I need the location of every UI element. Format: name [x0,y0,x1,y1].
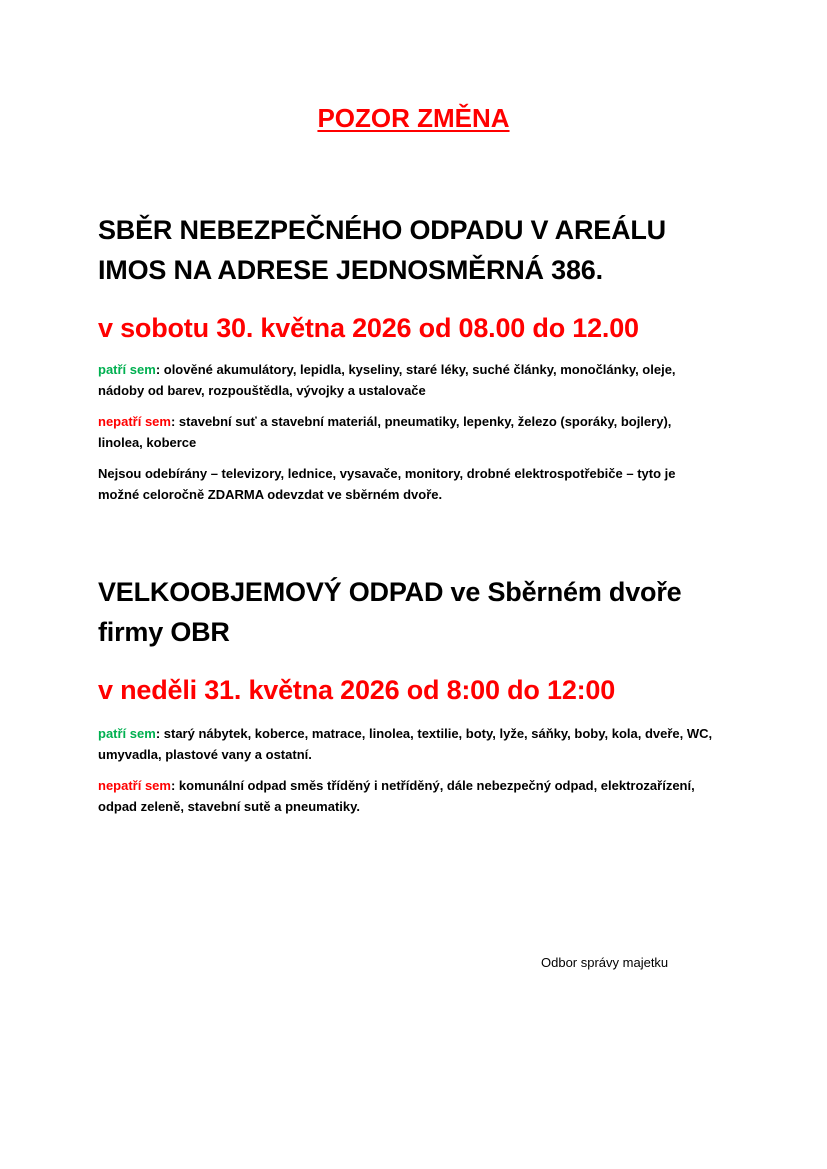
not-collected-note: Nejsou odebírány – televizory, lednice, vysavače, monitory, drobné elektrospotřebiče – tyto je možné celoročně ZDARMA odevzdat ve sběrném dvoře. [98,466,676,502]
belongs-text: : starý nábytek, koberce, matrace, linolea, textilie, boty, lyže, sáňky, boby, kola, dveře, WC, umyvadla, plastové vany a ostatní. [98,726,713,762]
belongs-label: patří sem [98,726,156,741]
not-belongs-label: nepatří sem [98,414,171,429]
signature-department: Odbor správy majetku [541,955,669,970]
change-alert-title: POZOR ZMĚNA [317,103,510,133]
hazardous-waste-section [98,210,738,290]
not-belongs-text: : komunální odpad směs tříděný i netříděný, dále nebezpečný odpad, elektrozařízení, odpad zeleně, stavební sutě a pneumatiky. [98,778,695,814]
belongs-text: : olověné akumulátory, lepidla, kyseliny, staré léky, suché články, monočlánky, oleje, nádoby od barev, rozpouštědla, vývojky a ustalovače [98,362,676,398]
hazardous-date: v sobotu 30. května 2026 od 08.00 do 12.00 [98,313,639,343]
bulky-date: v neděli 31. května 2026 od 8:00 do 12:00 [98,675,616,705]
hazardous-note-paragraph [98,463,718,505]
not-belongs-text: : stavební suť a stavební materiál, pneumatiky, lepenky, železo (sporáky, bojlery), linolea, koberce [98,414,672,450]
bulky-date-block [98,672,738,708]
hazardous-heading-line2: IMOS NA ADRESE JEDNOSMĚRNÁ 386. [98,255,603,285]
bulky-not-belongs-paragraph [98,775,728,817]
belongs-label: patří sem [98,362,156,377]
bulky-belongs-paragraph [98,723,718,765]
hazardous-not-belongs-paragraph [98,411,718,453]
hazardous-belongs-paragraph [98,359,718,401]
not-belongs-label: nepatří sem [98,778,171,793]
bulky-waste-section [98,572,738,652]
hazardous-heading-line1: SBĚR NEBEZPEČNÉHO ODPADU V AREÁLU [98,215,666,245]
bulky-heading-line1: VELKOOBJEMOVÝ ODPAD ve Sběrném dvoře [98,577,682,607]
hazardous-date-block [98,310,738,346]
bulky-heading-line2: firmy OBR [98,617,230,647]
